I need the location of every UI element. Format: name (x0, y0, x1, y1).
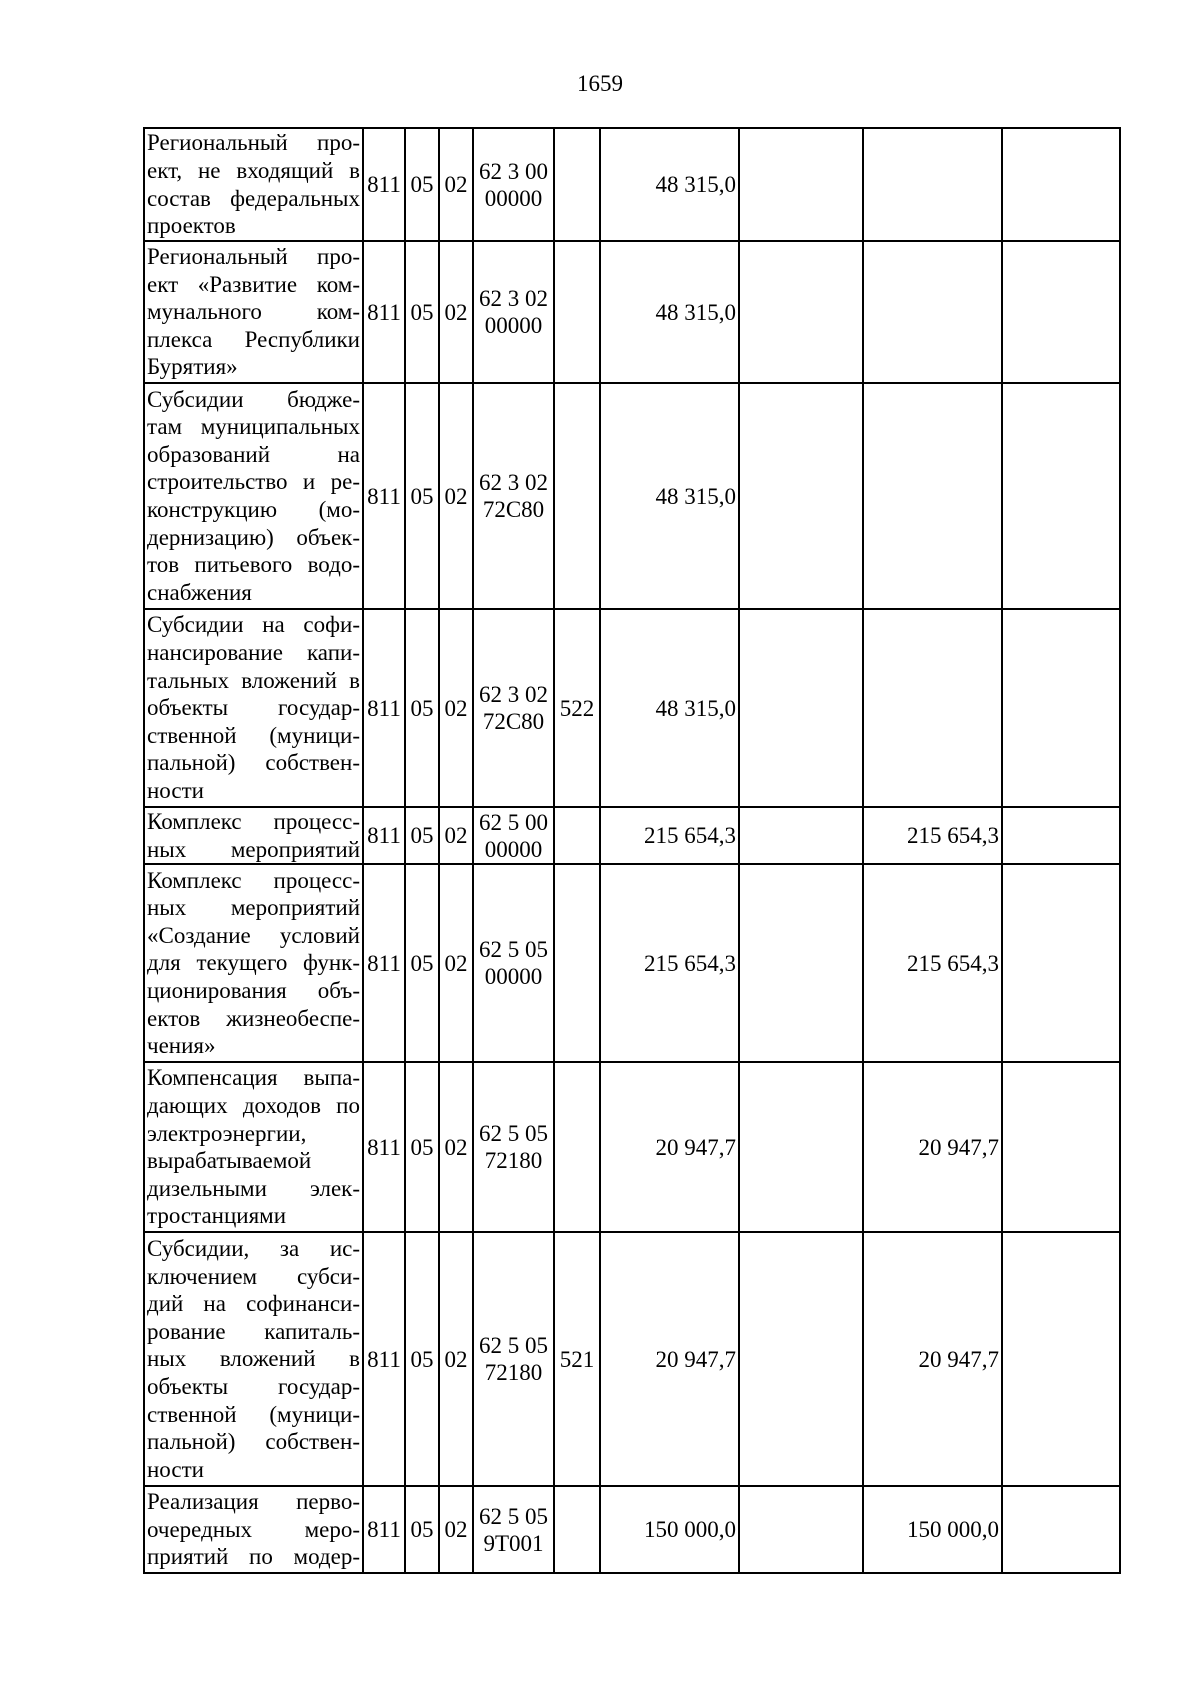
amount-total-cell: 48 315,0 (600, 383, 739, 609)
amount-empty-cell (739, 241, 863, 383)
section-code-cell: 05 (405, 383, 439, 609)
amount-total-cell: 48 315,0 (600, 241, 739, 383)
item-name-cell: Субсидии на софи- нансирование капи- тальных вложений в объекты государ- ственной (муници- пальной) собствен- ности (144, 609, 363, 807)
admin-code-cell: 811 (363, 241, 405, 383)
amount-b-cell (1002, 1062, 1120, 1232)
amount-total-cell: 215 654,3 (600, 864, 739, 1062)
section-code-cell: 05 (405, 864, 439, 1062)
amount-a-cell (863, 128, 1002, 241)
amount-b-cell (1002, 383, 1120, 609)
section-code-cell: 05 (405, 241, 439, 383)
target-article-cell: 62 5 05 72180 (473, 1062, 554, 1232)
amount-a-cell: 215 654,3 (863, 807, 1002, 864)
table-row (144, 864, 1120, 1062)
item-name-cell: Субсидии бюдже- там муниципальных образований на строительство и ре- конструкцию (мо- дернизацию) объек- тов питьевого водо- снабжения (144, 383, 363, 609)
expense-type-cell: 521 (554, 1232, 600, 1486)
amount-empty-cell (739, 807, 863, 864)
expense-type-cell (554, 807, 600, 864)
target-article-cell: 62 5 05 9Т001 (473, 1486, 554, 1573)
table-row (144, 1232, 1120, 1486)
amount-a-cell: 20 947,7 (863, 1232, 1002, 1486)
amount-empty-cell (739, 1486, 863, 1573)
amount-total-cell: 20 947,7 (600, 1232, 739, 1486)
admin-code-cell: 811 (363, 609, 405, 807)
target-article-cell: 62 3 02 72С80 (473, 383, 554, 609)
section-code-cell: 05 (405, 1232, 439, 1486)
admin-code-cell: 811 (363, 1232, 405, 1486)
amount-empty-cell (739, 864, 863, 1062)
amount-b-cell (1002, 807, 1120, 864)
table-row (144, 241, 1120, 383)
expense-type-cell (554, 1062, 600, 1232)
subsection-code-cell: 02 (439, 609, 473, 807)
amount-a-cell (863, 609, 1002, 807)
admin-code-cell: 811 (363, 383, 405, 609)
subsection-code-cell: 02 (439, 864, 473, 1062)
expense-type-cell (554, 128, 600, 241)
amount-b-cell (1002, 128, 1120, 241)
subsection-code-cell: 02 (439, 241, 473, 383)
amount-empty-cell (739, 128, 863, 241)
admin-code-cell: 811 (363, 864, 405, 1062)
table-body (144, 128, 1120, 1573)
page-number: 1659 (577, 71, 623, 96)
table-row (144, 609, 1120, 807)
item-name-cell: Комплекс процесс- ных мероприятий «Создание условий для текущего функ- ционирования объ- ектов жизнеобеспе- чения» (144, 864, 363, 1062)
target-article-cell: 62 3 00 00000 (473, 128, 554, 241)
subsection-code-cell: 02 (439, 383, 473, 609)
section-code-cell: 05 (405, 609, 439, 807)
amount-a-cell: 215 654,3 (863, 864, 1002, 1062)
amount-total-cell: 150 000,0 (600, 1486, 739, 1573)
expense-type-cell (554, 383, 600, 609)
subsection-code-cell: 02 (439, 128, 473, 241)
amount-b-cell (1002, 1486, 1120, 1573)
admin-code-cell: 811 (363, 807, 405, 864)
amount-b-cell (1002, 241, 1120, 383)
item-name-cell: Реализация перво- очередных меро- приятий по модер- (144, 1486, 363, 1573)
amount-empty-cell (739, 383, 863, 609)
amount-total-cell: 215 654,3 (600, 807, 739, 864)
expense-type-cell: 522 (554, 609, 600, 807)
table-row (144, 1486, 1120, 1573)
item-name-cell: Региональный про- ект, не входящий в состав федеральных проектов (144, 128, 363, 241)
subsection-code-cell: 02 (439, 807, 473, 864)
section-code-cell: 05 (405, 128, 439, 241)
section-code-cell: 05 (405, 807, 439, 864)
target-article-cell: 62 5 05 00000 (473, 864, 554, 1062)
amount-a-cell: 150 000,0 (863, 1486, 1002, 1573)
item-name-cell: Региональный про- ект «Развитие ком- мунального ком- плекса Республики Бурятия» (144, 241, 363, 383)
target-article-cell: 62 3 02 72С80 (473, 609, 554, 807)
admin-code-cell: 811 (363, 1486, 405, 1573)
item-name-cell: Компенсация выпа- дающих доходов по электроэнергии, вырабатываемой дизельными элек- тростанциями (144, 1062, 363, 1232)
target-article-cell: 62 5 00 00000 (473, 807, 554, 864)
table-row (144, 1062, 1120, 1232)
amount-a-cell (863, 241, 1002, 383)
expense-type-cell (554, 1486, 600, 1573)
table-row (144, 383, 1120, 609)
budget-table (143, 127, 1121, 1574)
admin-code-cell: 811 (363, 1062, 405, 1232)
item-name-cell: Субсидии, за ис- ключением субси- дий на софинанси- рование капиталь- ных вложений в объекты государ- ственной (муници- пальной) собствен- ности (144, 1232, 363, 1486)
amount-b-cell (1002, 864, 1120, 1062)
section-code-cell: 05 (405, 1062, 439, 1232)
amount-empty-cell (739, 1062, 863, 1232)
amount-total-cell: 20 947,7 (600, 1062, 739, 1232)
amount-b-cell (1002, 609, 1120, 807)
subsection-code-cell: 02 (439, 1062, 473, 1232)
amount-empty-cell (739, 1232, 863, 1486)
admin-code-cell: 811 (363, 128, 405, 241)
amount-b-cell (1002, 1232, 1120, 1486)
target-article-cell: 62 5 05 72180 (473, 1232, 554, 1486)
table-row (144, 128, 1120, 241)
amount-a-cell: 20 947,7 (863, 1062, 1002, 1232)
expense-type-cell (554, 864, 600, 1062)
subsection-code-cell: 02 (439, 1486, 473, 1573)
expense-type-cell (554, 241, 600, 383)
table-row (144, 807, 1120, 864)
target-article-cell: 62 3 02 00000 (473, 241, 554, 383)
section-code-cell: 05 (405, 1486, 439, 1573)
amount-empty-cell (739, 609, 863, 807)
item-name-cell: Комплекс процесс- ных мероприятий (144, 807, 363, 864)
amount-total-cell: 48 315,0 (600, 609, 739, 807)
amount-total-cell: 48 315,0 (600, 128, 739, 241)
subsection-code-cell: 02 (439, 1232, 473, 1486)
amount-a-cell (863, 383, 1002, 609)
